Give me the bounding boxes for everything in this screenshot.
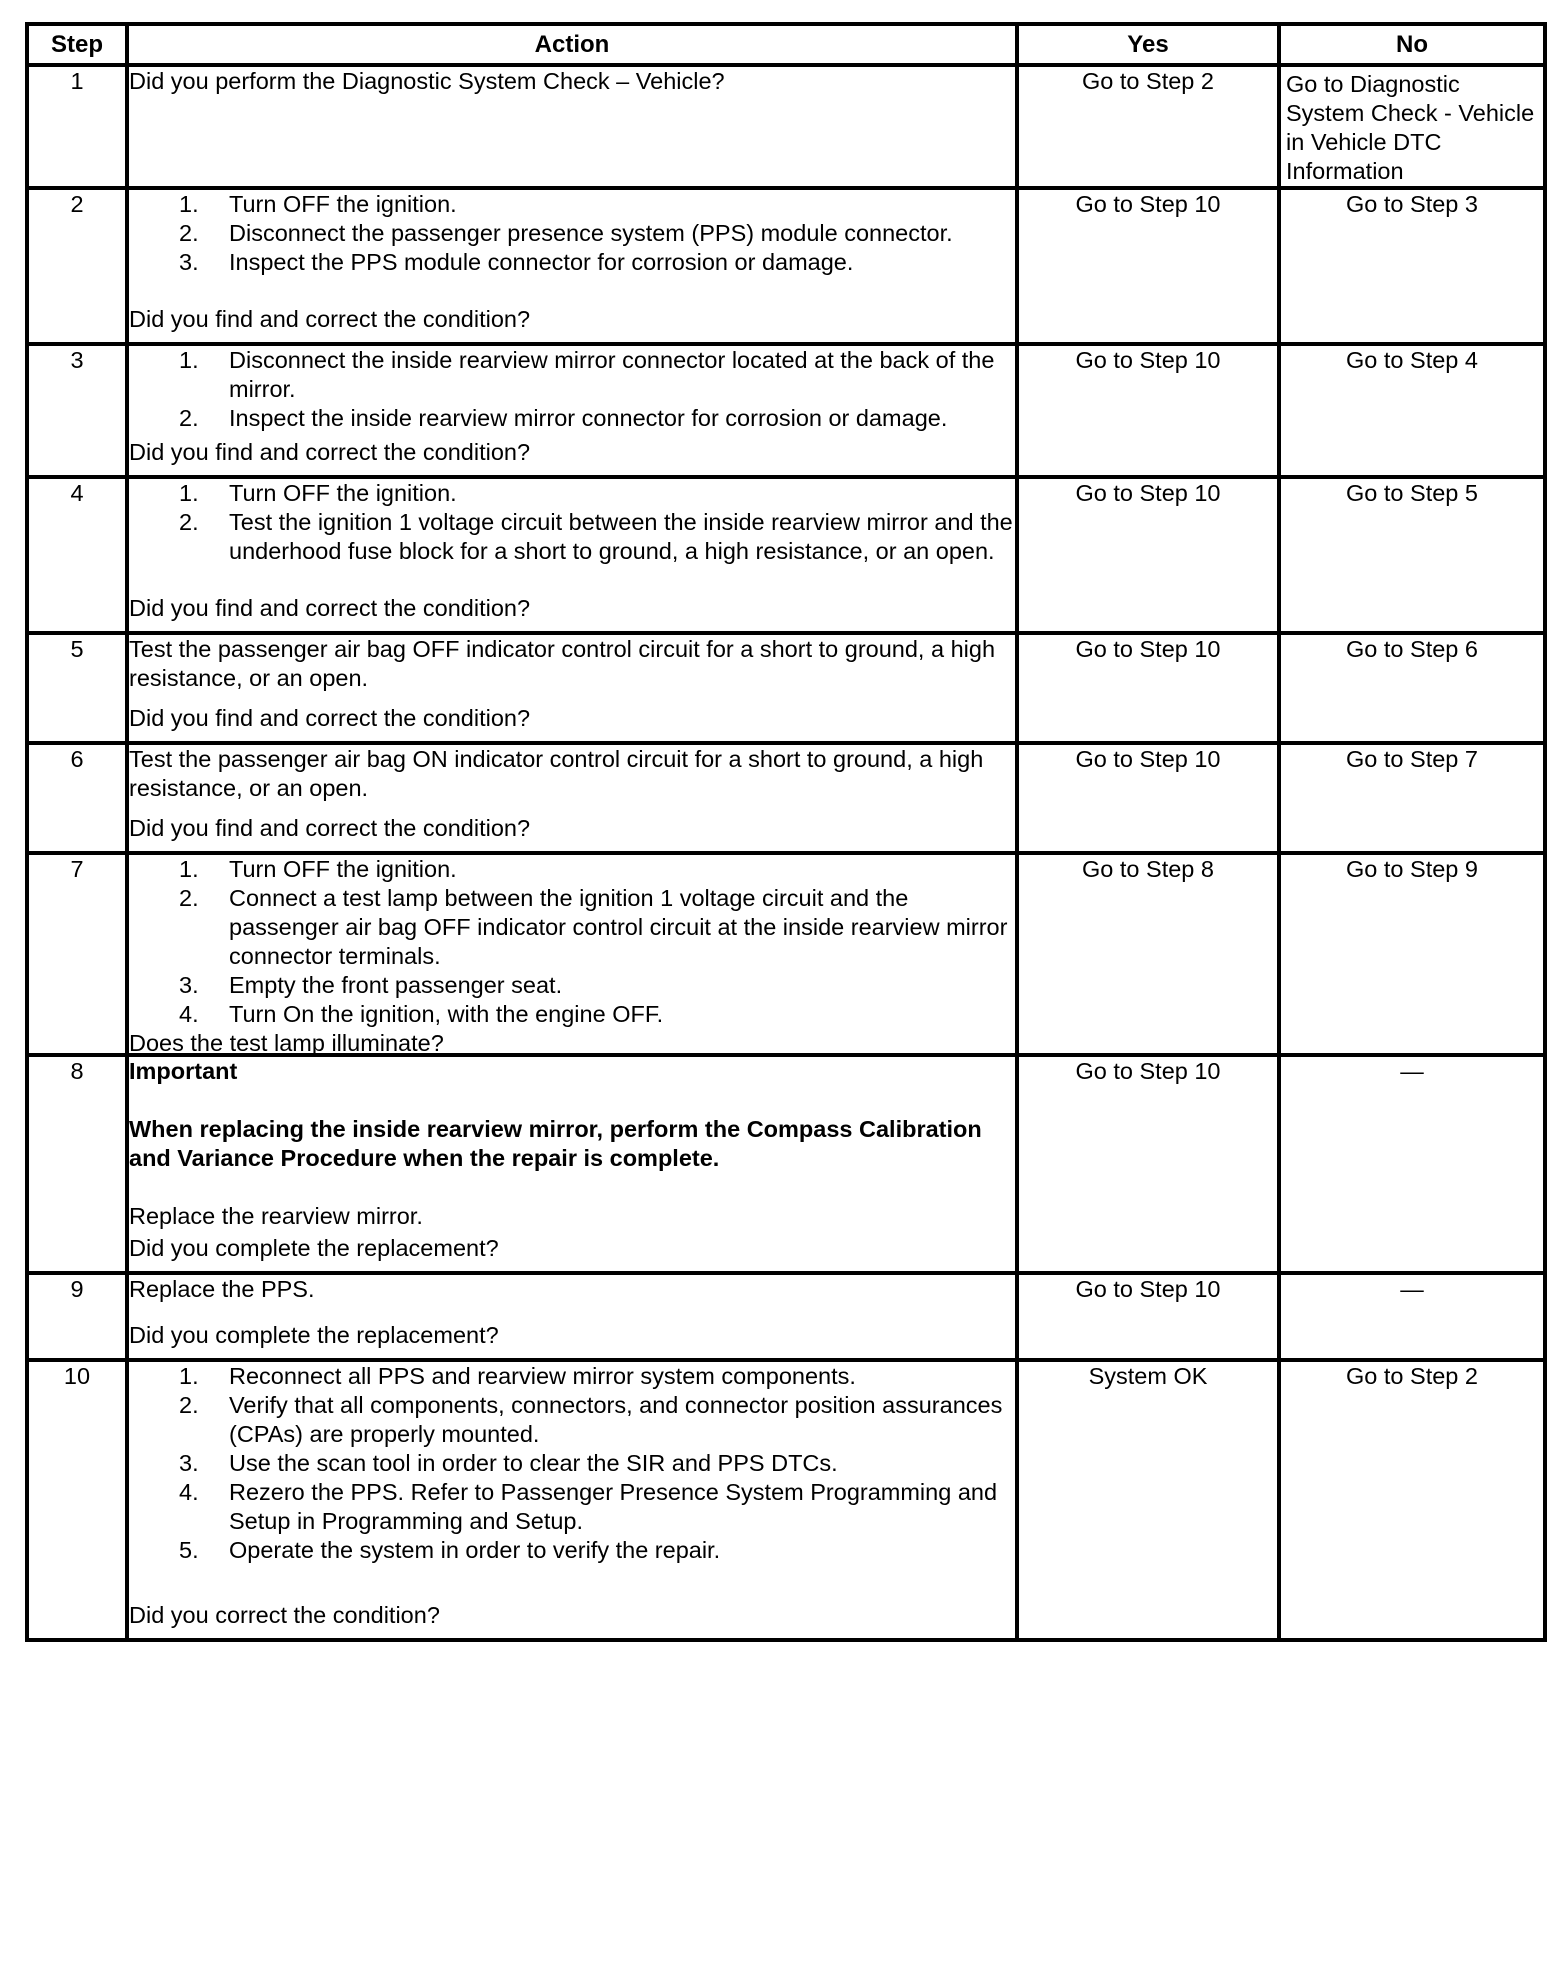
table-row-step-3 [27,344,1545,477]
list-item: 1. Turn OFF the ignition. [179,480,457,506]
no-cell: Go to Step 7 [1279,743,1545,853]
action-cell [127,188,1017,344]
action-question: Did you find and correct the condition? [129,705,531,731]
table-row-step-2 [27,188,1545,344]
step-number: 8 [27,1055,127,1273]
step-number: 9 [27,1273,127,1360]
table-row-step-6 [27,743,1545,853]
action-question: Did you complete the replacement? [129,1322,499,1348]
action-question: Does the test lamp illuminate? [129,1030,444,1056]
diagnostic-table [25,22,1547,1642]
table-row-step-9 [27,1273,1545,1360]
header-action: Action [127,24,1017,65]
table-row-step-8 [27,1055,1545,1273]
action-cell [127,1360,1017,1640]
step-number: 7 [27,853,127,1055]
step-number: 4 [27,477,127,633]
action-list [129,855,1015,1029]
step-number: 1 [27,65,127,188]
table-row-step-1 [27,65,1545,188]
table-row-step-7 [27,853,1545,1055]
list-item: 3. Inspect the PPS module connector for corrosion or damage. [179,249,854,275]
yes-cell: Go to Step 8 [1017,853,1279,1055]
list-item: 4. Rezero the PPS. Refer to Passenger Presence System Programming and Setup in Programming and Setup. [179,1479,998,1534]
no-cell: — [1279,1273,1545,1360]
no-cell: Go to Step 3 [1279,188,1545,344]
action-text: Replace the rearview mirror. [129,1203,423,1229]
action-text: Test the passenger air bag ON indicator control circuit for a short to ground, a high resistance, or an open. [129,746,984,801]
action-cell [127,344,1017,477]
step-number: 3 [27,344,127,477]
important-text: When replacing the inside rearview mirror, perform the Compass Calibration and Variance Procedure when the repair is complete. [129,1116,982,1171]
action-cell [127,65,1017,188]
action-text: Test the passenger air bag OFF indicator control circuit for a short to ground, a high resistance, or an open. [129,636,996,691]
no-cell: Go to Step 6 [1279,633,1545,743]
action-cell [127,743,1017,853]
table-row-step-5 [27,633,1545,743]
action-question: Did you correct the condition? [129,1602,440,1628]
no-cell: Go to Diagnostic System Check - Vehicle in Vehicle DTC Information [1279,65,1545,188]
header-yes: Yes [1017,24,1279,65]
action-question: Did you find and correct the condition? [129,306,531,332]
table-row-step-10 [27,1360,1545,1640]
action-cell [127,477,1017,633]
yes-cell: Go to Step 10 [1017,477,1279,633]
action-cell [127,1273,1017,1360]
yes-cell: Go to Step 2 [1017,65,1279,188]
list-item: 1. Turn OFF the ignition. [179,856,457,882]
list-item: 2. Test the ignition 1 voltage circuit between the inside rearview mirror and the underhood fuse block for a short to ground, a high resistance, or an open. [179,509,1013,564]
yes-cell: Go to Step 10 [1017,344,1279,477]
action-list [129,479,1015,566]
action-cell [127,1055,1017,1273]
yes-cell: Go to Step 10 [1017,1055,1279,1273]
no-cell: Go to Step 9 [1279,853,1545,1055]
no-cell: Go to Step 5 [1279,477,1545,633]
action-question: Did you find and correct the condition? [129,815,531,841]
list-item: 2. Inspect the inside rearview mirror connector for corrosion or damage. [179,405,948,431]
no-cell: Go to Step 4 [1279,344,1545,477]
table-row-step-4 [27,477,1545,633]
header-step: Step [27,24,127,65]
action-text: Replace the PPS. [129,1276,315,1302]
step-number: 6 [27,743,127,853]
yes-cell: System OK [1017,1360,1279,1640]
action-question: Did you find and correct the condition? [129,595,531,621]
yes-cell: Go to Step 10 [1017,1273,1279,1360]
action-list [129,346,1015,433]
list-item: 2. Connect a test lamp between the ignition 1 voltage circuit and the passenger air bag OFF indicator control circuit at the inside rearview mirror connector terminals. [179,885,1008,969]
action-question: Did you find and correct the condition? [129,439,531,465]
action-question: Did you complete the replacement? [129,1235,499,1261]
no-cell: — [1279,1055,1545,1273]
step-number: 2 [27,188,127,344]
list-item: 1. Turn OFF the ignition. [179,191,457,217]
header-no: No [1279,24,1545,65]
action-text: Did you perform the Diagnostic System Check – Vehicle? [129,68,725,94]
list-item: 3. Use the scan tool in order to clear the SIR and PPS DTCs. [179,1450,838,1476]
action-list [129,190,1015,277]
list-item: 5. Operate the system in order to verify the repair. [179,1537,721,1563]
list-item: 1. Disconnect the inside rearview mirror connector located at the back of the mirror. [179,347,995,402]
action-list [129,1362,1015,1565]
step-number: 5 [27,633,127,743]
important-label: Important [129,1058,238,1084]
list-item: 1. Reconnect all PPS and rearview mirror system components. [179,1363,856,1389]
no-cell: Go to Step 2 [1279,1360,1545,1640]
list-item: 3. Empty the front passenger seat. [179,972,563,998]
yes-cell: Go to Step 10 [1017,633,1279,743]
action-cell [127,633,1017,743]
list-item: 4. Turn On the ignition, with the engine OFF. [179,1001,664,1027]
list-item: 2. Disconnect the passenger presence system (PPS) module connector. [179,220,953,246]
yes-cell: Go to Step 10 [1017,743,1279,853]
step-number: 10 [27,1360,127,1640]
action-cell [127,853,1017,1055]
list-item: 2. Verify that all components, connectors, and connector position assurances (CPAs) are properly mounted. [179,1392,1003,1447]
header-row [27,24,1545,65]
yes-cell: Go to Step 10 [1017,188,1279,344]
